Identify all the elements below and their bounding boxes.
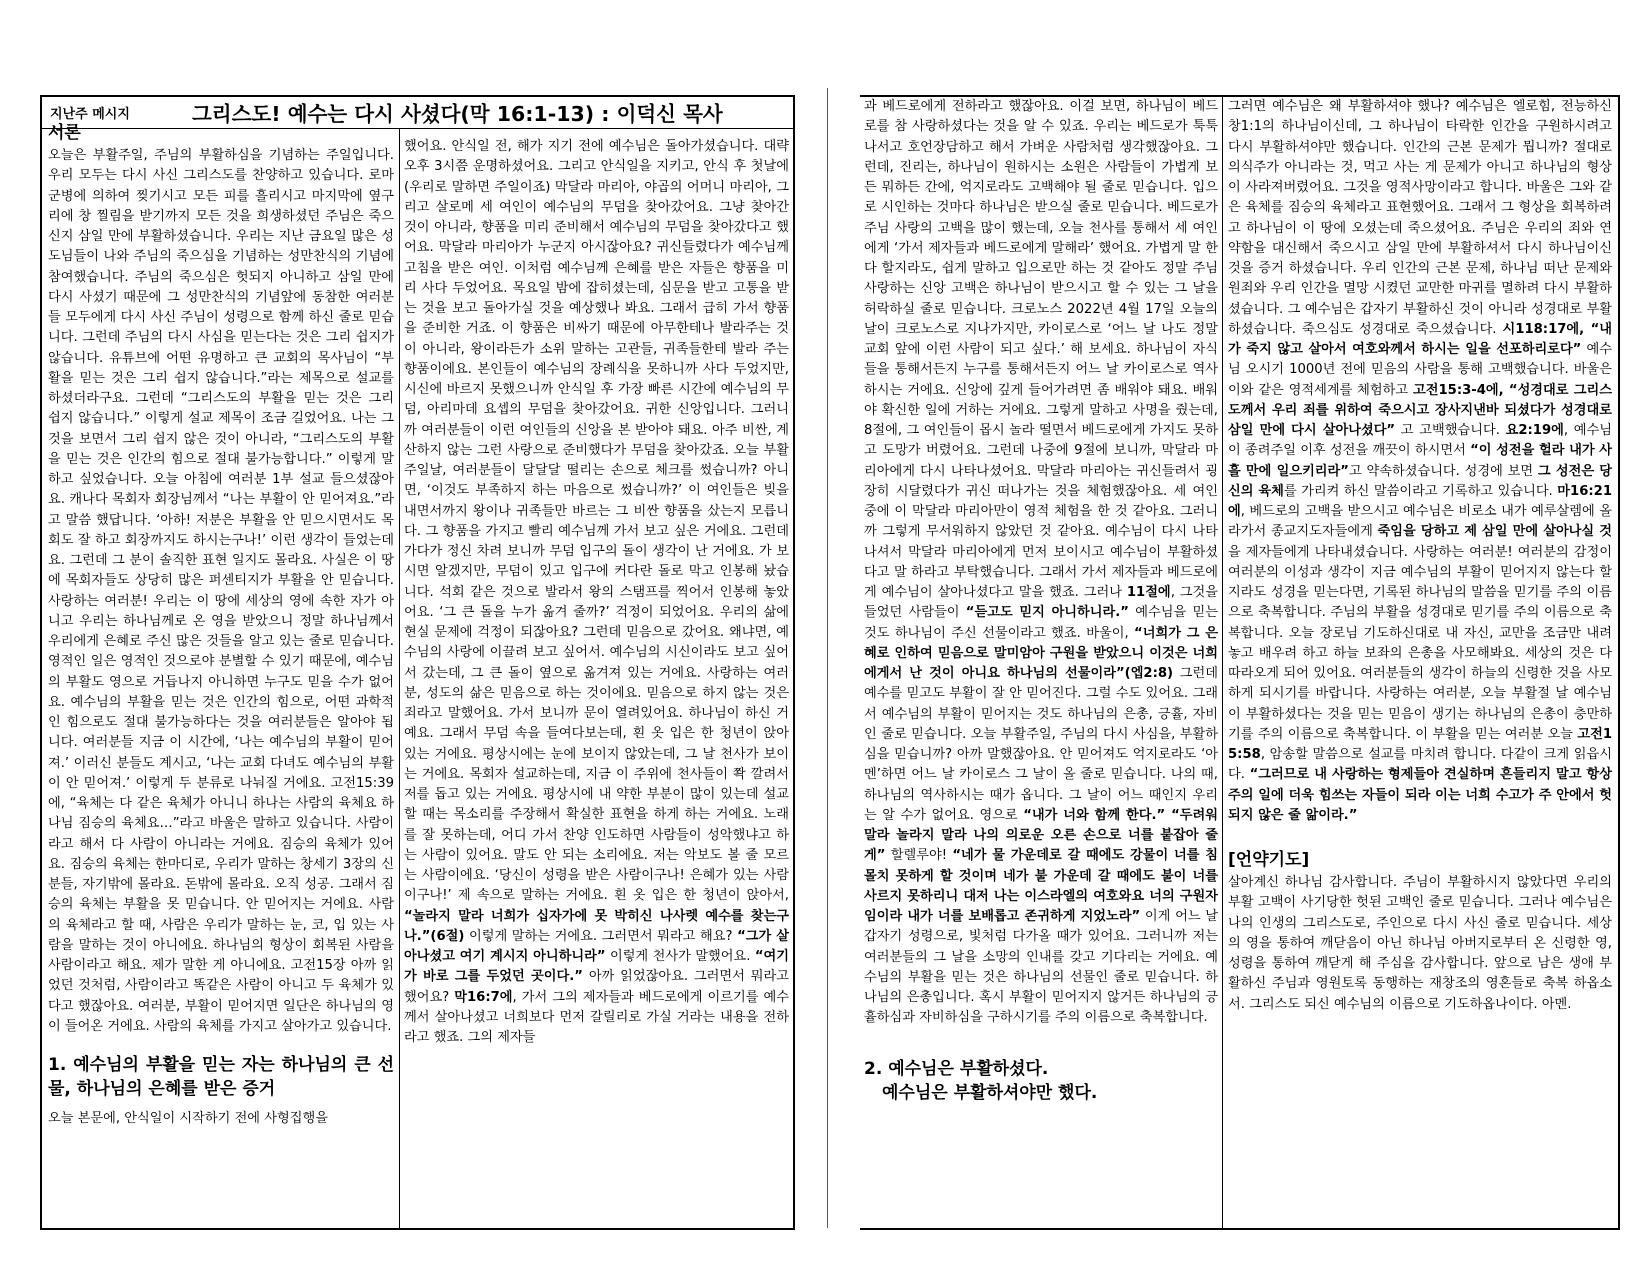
center-fold-line: [827, 88, 828, 1228]
scripture-quote: “그러므로 내 사랑하는 형제들아 견실하며 흔들리지 말고 항상 주의 일에 더욱 힘쓰는 자들이 되라 이는 너희 수고가 주 안에서 헛되지 않은 줄 앎이라.”: [1228, 767, 1612, 823]
column-2: [404, 137, 789, 1229]
text-run: 고 고백했습니다.: [1395, 423, 1506, 438]
text-run: 이렇게 천사가 말했어요.: [605, 949, 755, 964]
text-run: 그런데 예수를 믿고도 부활이 잘 안 믿어진다. 그럴 수도 있어요. 그래서 예수님의 부활이 믿어지는 것도 하나님의 은총, 긍휼, 자비인 줄로 믿습니다. 오늘 부활주일, 주님의 다시 사심을, 부활하심을 믿습니까? 아까 말했잖아요. 안 믿어져도 억지로라도 ‘아멘’하면 어느 날 카이로스 그 날이 올 줄로 믿습니다. 나의 때, 하나님의 역사하시는 때가 옵니다. 그 날이 어느 때인지 우리는 알 수가 없어요. 영으로: [864, 666, 1218, 823]
scripture-quote: “듣고도 믿지 아니하니라.”: [965, 605, 1129, 621]
text-run: 예수님 오시기 1000년 전에 믿음의 사람을 통해 고백했습니다. 바울은 이와 같은 영적세계를 체험하고: [1228, 342, 1612, 398]
section-1-start: 오늘 본문에, 안식일이 시작하기 전에 사형집행을: [48, 1111, 328, 1126]
text-run: , 가서 그의 제자들과 베드로에게 이르기를 예수께서 살아나셨고 너희보다 먼저 갈릴리로 가실 거라는 내용을 전하라고 했죠. 그의 제자들: [404, 989, 789, 1045]
sermon-title: 그리스도! 예수는 다시 사셨다(막 16:1-13) : 이덕신 목사: [192, 102, 723, 126]
intro-body: 오늘은 부활주일, 주님의 부활하심을 기념하는 주일입니다. 우리 모두는 다시 사신 그리스도를 찬양하고 있습니다. 로마 군병에 의하여 찢기시고 모든 피를 흘리시고 마지막에 옆구리에 창 찔림을 받기까지 모든 것을 희생하셨던 주님은 죽으신지 삼일 만에 부활하셨습니다. 우리는 지난 금요일 많은 성도님들이 나와 주님의 죽으심을 기념하는 성만찬식의 기념에 참여했습니다. 주님의 죽으심은 헛되지 아니하고 삼일 만에 다시 사셨기 때문에 그 성만찬식의 기념앞에 동참한 여러분들 모두에게 다시 사신 주님이 성령으로 함께 하신 줄로 믿습니다. 그런데 주님의 다시 사심을 믿는다는 것은 그리 쉽지가 않습니다. 유튜브에 어떤 유명하고 큰 교회의 목사님이 “부활을 믿는 것은 그리 쉽지 않습니다.”라는 제목으로 설교를 하셨더라구요. 그런데 “그리스도의 부활을 믿는 것은 그리 쉽지 않습니다.” 이렇게 설교 제목이 조금 길었어요. 나는 그것을 보면서 그리 쉽지 않은 것이 아니라, “그리스도의 부활을 믿는 것은 인간의 힘으로 절대 불가능합니다.” 이렇게 말하고 싶었습니다. 오늘 아침에 여러분 1부 설교 들으셨잖아요. 캐나다 목회자 회장님께서 “나는 부활이 안 믿어져요.”라고 말씀 했답니다. ‘아하! 저분은 부활을 안 믿으시면서도 목회도 잘 하고 회장까지도 하시는구나!’ 이런 생각이 들었는데요. 그런데 그 분이 솔직한 표현 일지도 몰라요. 사실은 이 땅에 목회자들도 상당히 많은 퍼센티지가 부활을 안 믿습니다. 사랑하는 여러분! 우리는 이 땅에 세상의 영에 속한 자가 아니고 우리는 하나님께로 온 영을 받았으니 정말 하나님께서 우리에게 은혜로 주신 많은 것들을 알고 있는 줄로 믿습니다. 영적인 일은 영적인 것으로야 분별할 수 있기 때문에, 예수님의 부활도 영으로 거듭나지 아니하면 누구도 믿을 수가 없어요. 예수님의 부활을 믿는 것은 인간의 힘으로, 어떤 과학적인 힘으로도 절대 불가능하다는 것을 여러분들은 알아야 됩니다. 여러분들 지금 이 시간에, ‘나는 예수님의 부활이 믿어져.’ 이러신 분들도 계시고, ‘나는 교회 다녀도 예수님의 부활이 안 믿어져.’ 이렇게 두 분류로 나눠질 거에요. 고전15:39에, “육체는 다 같은 육체가 아니니 하나는 사람의 육체요 하나님 짐승의 육체요…”라고 바울은 말하고 있습니다. 사람이라고 해서 다 사람이 아니라는 거에요. 짐승의 육체가 있어요. 짐승의 육체는 한마디로, 우리가 말하는 창세기 3장의 신분들, 자기밖에 몰라요. 돈밖에 몰라요. 오직 성공. 그래서 짐승의 육체는 부활을 못 믿습니다. 안 믿어지는 거에요. 사람의 육체라고 할 때, 사람은 우리가 말하는 눈, 코, 입 있는 사람을 말하는 것이 아니에요. 하나님의 형상이 회복된 사람을 사람이라고 해요. 제가 말한 게 아니에요. 고전15장 아까 읽었던 것처럼, 사람이라고 똑같은 사람이 아니고 두 육체가 있다고 했잖아요. 여러분, 부활이 믿어지면 일단은 하나님의 영이 들어온 거에요. 사람의 육체를 가지고 살아가고 있습니다.: [48, 148, 394, 1034]
text-run: 를 가리켜 하신 말씀이라고 기록하고 있습니다.: [1283, 483, 1558, 499]
text-run: 이게 어느 날 갑자기 성령으로, 빛처럼 다가올 때가 있어요. 그러니까 저는 여러분들의 그 날을 소망의 인내를 갖고 기다리는 거에요. 예수님의 부활을 믿는 것은 하나님의 선물인 줄로 믿습니다. 하나님의 은총입니다. 혹시 부활이 믿어지지 않거든 하나님의 긍휼하심과 자비하심을 구하시기를 주의 이름으로 축복합니다.: [864, 909, 1218, 1026]
scripture-quote: “여기가 바로 그를 두었던 곳이다.”: [404, 949, 789, 985]
text-run: 과 베드로에게 전하라고 했잖아요. 이걸 보면, 하나님이 베드로를 참 사랑하셨다는 것을 알 수 있죠. 우리는 베드로가 툭툭 나서고 호언장담하고 해서 가벼운 사람처럼 생각했잖아요. 그런데, 진리는, 하나님이 원하시는 소원은 사람들이 가볍게 보든 뭐하든 간에, 억지로라도 고백해야 될 줄로 믿습니다. 입으로 시인하는 것마다 하나님은 받으실 줄로 믿습니다. 베드로가 주님 사랑의 고백을 많이 했는데, 오늘 천사를 통해서 세 여인에게 ‘가서 제자들과 베드로에게 말해라’ 했어요. 가볍게 말 한다 할지라도, 쉽게 말하고 입으로만 하는 것 같아도 정말 주님 사랑하는 신앙 고백은 하나님이 받으시고 할 수 있는 그 날을 허락하실 줄로 믿습니다. 크로노스 2022년 4월 17일 오늘의 날이 크로노스로 지나가지만, 카이로스로 ‘어느 날 나도 정말 교회 앞에 이런 사람이 되고 싶다.’ 해 보세요. 하나님이 자식들을 통해서든지 누구를 통해서든지 어느 날 카이로스로 역사하시는 거에요. 신앙에 깊게 들어가려면 좀 배워야 돼요. 배워야 확신한 일에 거하는 거에요. 그렇게 말하고 사명을 줬는데, 8절에, 그 여인들이 몹시 놀라 떨면서 베드로에게 가지도 못하고 도망가 버렸어요. 그런데 나중에 9절에 보니까, 막달라 마리아에게 다시 나타나셨어요. 막달라 마리아는 귀신들려서 굉장히 시달렸다가 귀신 떠나가는 것을 체험했잖아요. 세 여인 중에 이 막달라 마리아만이 영적 체험을 한 것 같아요. 그러니까 그렇게 무서워하지 않았던 것 같아요. 예수님이 다시 나타 나셔서 막달라 마리아에게 먼저 보이시고 예수님이 부활하셨다고 말 하라고 부탁했습니다. 그래서 가서 제자들과 베드로에게 예수님이 살아나셨다고 말을 했죠. 그러나: [864, 99, 1218, 600]
scripture-quote: “그가 살아나셨고 여기 계시지 아니하니라”: [404, 928, 789, 964]
column-2-body: [404, 137, 789, 1048]
text-run: 할렐루야!: [885, 848, 953, 864]
intro-heading: 서론: [48, 123, 81, 143]
section-2-heading: 2. 예수님은 부활하셨다.: [864, 1058, 1049, 1079]
scripture-ref: 고전15:58: [1228, 726, 1612, 762]
scripture-ref: 막16:7에: [454, 989, 513, 1005]
text-run: 이렇게 말하는 거에요. 그러면서 뭐라고 해요?: [464, 928, 738, 944]
scripture-quote: 죽임을 당하고 제 삼일 만에 살아나실 것: [1377, 524, 1612, 540]
column-1: [48, 121, 394, 1229]
text-run: 예수님을 믿는 것도 하나님이 주신 선물이라고 했죠. 바울이,: [864, 605, 1218, 641]
left-page: [40, 95, 795, 1230]
column-3-body: [864, 97, 1218, 1029]
scripture-quote: 그 성전은 당신의 육체: [1228, 463, 1612, 499]
right-page: [860, 95, 1620, 1230]
scripture-ref: 요2:19에: [1505, 423, 1564, 438]
section-label: 지난주 메시지: [50, 107, 130, 122]
scripture-ref: 11절에: [1126, 585, 1171, 600]
scripture-quote: “너희가 그 은혜로 인하여 믿음으로 말미암아 구원을 받았으니 이것은 너희에게서 난 것이 아니요 하나님의 선물이라”(엡2:8): [864, 625, 1218, 681]
prayer-body: 살아계신 하나님 감사합니다. 주님이 부활하시지 않았다면 우리의 부활 고백이 사기당한 헛된 고백인 줄로 믿습니다. 그러나 예수님은 나의 인생의 그리스도로, 주인으로 다시 사신 줄로 믿습니다. 세상의 영을 통하여 깨닫음이 아닌 하나님 아버지로부터 온 신령한 영, 성령을 통하여 깨닫게 해 주심을 감사합니다. 앞으로 남은 생애 부활하신 주님과 영원토록 동행하는 재창조의 영혼들로 축복 하옵소서. 그리스도 되신 예수님의 이름으로 기도하옵나이다. 아멘.: [1228, 875, 1612, 1012]
scripture-quote: “네가 물 가운데로 갈 때에도 강물이 너를 침몰치 못하게 할 것이며 네가 불 가운데 갈 때에도 불이 너를 사르지 못하리니 대저 나는 이스라엘의 여호와요 너의 구원자임이라 내가 너를 보배롭고 존귀하게 지었노라”: [864, 848, 1218, 924]
text-run: 을 제자들에게 나타내셨습니다. 사랑하는 여러분! 여러분의 감정이 여러분의 이성과 생각이 지금 예수님의 부활이 믿어지지 않는다 할지라도 성경을 믿는다면, 기록된 하나님의 말씀을 믿기를 주의 이름으로 축복합니다. 주님의 부활을 성경대로 믿기를 주의 이름으로 축복합니다. 오늘 장로님 기도하신대로 내 자신, 교만을 조금만 내려놓고 배우려 하고 하늘 보좌의 은총을 사모해봐요. 세상의 것은 다 따라오게 되어 있어요. 여러분들의 생각이 하늘의 신령한 것을 사모하게 되시기를 바랍니다. 사랑하는 여러분, 오늘 부활절 날 예수님이 부활하셨다는 것을 믿는 믿음이 생기는 하나님의 은총이 충만하기를 주의 이름으로 축복합니다. 이 부활을 믿는 여러분 오늘: [1228, 544, 1612, 742]
column-4: [1228, 97, 1612, 1229]
section-1-heading: 1. 예수님의 부활을 믿는 자는 하나님의 큰 선물, 하나님의 은혜를 받은 증거: [48, 1055, 394, 1099]
scripture-ref: 마16:21에: [1228, 483, 1612, 519]
text-run: , 예수님이 종려주일 이후 성전을 깨끗이 하시면서: [1228, 423, 1612, 459]
column-divider: [1222, 97, 1223, 1230]
prayer-heading: [언약기도]: [1228, 850, 1310, 870]
scripture-quote: “놀라지 말라 너희가 십자가에 못 박히신 나사렛 예수를 찾는구나.”(6절): [404, 908, 789, 944]
section-2-subheading: 예수님은 부활하셔야만 했다.: [882, 1082, 1098, 1103]
scripture-quote: “이 성전을 헐라 내가 사흘 만에 일으키리라”: [1228, 443, 1612, 479]
text-run: , 암송할 말씀으로 설교를 마치려 합니다. 다같이 크게 읽읍시다.: [1228, 747, 1612, 783]
text-run: 했어요. 안식일 전, 해가 지기 전에 예수님은 돌아가셨습니다. 대략 오후 3시쯤 운명하셨어요. 그리고 안식일을 지키고, 안식 후 첫날에(우리로 말하면 주일이죠) 막달라 마리아, 야곱의 어머니 마리아, 그리고 살로메 세 여인이 예수님의 무덤을 찾아갔어요. 그냥 찾아간 것이 아니라, 향품을 미리 준비해서 예수님의 무덤을 찾아갔다고 했어요. 막달라 마리아가 누군지 아시잖아요? 귀신들렸다가 예수님께 고침을 받은 여인. 이처럼 예수님께 은혜를 받은 자들은 향품을 미리 사다 두었어요. 목요일 밤에 잡히셨는데, 심문을 받고 고통을 받는 것을 보고 돌아가실 것을 예상했나 봐요. 그래서 급히 가서 향품을 준비한 거죠. 이 향품은 비싸기 때문에 아무한테나 발라주는 것이 아니라, 왕이라든가 소위 말하는 고관들, 귀족들한테 발라 주는 향품이에요. 본인들이 예수님의 장례식을 못하니까 사다 두었지만, 시신에 바르지 못했으니까 안식일 후 가장 빠른 시간에 예수님의 무덤, 아리마데 요셉의 무덤을 찾아갔어요. 귀한 신앙입니다. 그러니까 여러분들이 이런 여인들의 신앙을 본 받아야 돼요. 아주 비싼, 계산하지 않는 그런 사랑으로 준비했다가 무덤을 찾아갔죠. 오늘 부활주일날, 여러분들이 달달달 떨리는 손으로 체크를 썼습니까? 아니면, ‘이것도 부족하지 하는 마음으로 썼습니까?’ 이 여인들은 빚을 내면서까지 왕이나 귀족들만 바르는 그 비싼 향품을 샀는지 모릅니다. 그 향품을 가지고 빨리 예수님께 가서 보고 싶은 거에요. 그런데 가다가 정신 차려 보니까 무덤 입구의 돌이 생각이 난 거에요. 가 보시면 알겠지만, 무덤이 있고 입구에 커다란 돌로 막고 인봉해 놨습니다. 석회 같은 것으로 발라서 왕의 스탬프를 찍어서 인봉해 놓았어요. ‘그 큰 돌을 누가 옮겨 줄까?’ 걱정이 되었어요. 우리의 삶에 현실 문제에 걱정이 되잖아요? 그런데 믿음으로 갔어요. 왜냐면, 예수님의 사랑에 이끌려 보고 싶어서. 예수님의 시신이라도 보고 싶어서 갔는데, 그 큰 돌이 옆으로 옮겨져 있는 거에요. 사랑하는 여러분, 성도의 삶은 믿음으로 하는 것이에요. 믿음으로 하지 않는 것은 죄라고 말했어요. 가서 보니까 문이 열려있어요. 하나님이 하신 거예요. 그래서 무덤 속을 들여다보는데, 흰 옷 입은 한 청년이 앉아 있는 거에요. 평상시에는 눈에 보이지 않았는데, 그 날 천사가 보이는 거에요. 목회자 설교하는데, 지금 이 주위에 천사들이 쫙 깔려서 저를 돕고 있는 거에요. 평상시에 내 약한 부분이 많이 있는데 설교할 때는 목소리를 주장해서 확실한 표현을 하게 하는 거에요. 노래를 잘 못하는데, 어디 가서 찬양 인도하면 사람들이 성악했냐고 하는 사람이 있어요. 말도 안 되는 소리에요. 저는 악보도 볼 줄 모르는 사람이에요. ‘당신이 성령을 받은 사람이구나! 은혜가 있는 사람이구나!’ 제 속으로 말하는 거에요. 흰 옷 입은 한 청년이 앉아서,: [404, 139, 789, 904]
scripture-quote: 시118:17에, “내가 죽지 않고 살아서 여호와께서 하시는 일을 선포하리로다”: [1228, 321, 1612, 357]
text-run: 그러면 예수님은 왜 부활하셔야 했나? 예수님은 엘로힘, 전능하신 창1:1의 하나님이신데, 그 하나님이 타락한 인간을 구원하시려고 다시 부활하셔야만 했습니다. 인간의 근본 문제가 뭡니까? 절대로 의식주가 아니라는 것, 먹고 사는 게 문제가 아니고 하나님의 형상이 사라져버렸어요. 그것을 영적사망이라고 합니다. 바울은 그와 같은 육체를 짐승의 육체라고 표현했어요. 그래서 그 형상을 회복하려고 하나님이 이 땅에 오셨는데 죽으셨어요. 주님은 우리의 죄와 연약함을 대신해서 죽으시고 삼일 만에 부활하셔서 다시 하나님이신 것을 증거 하셨습니다. 우리 인간의 근본 문제, 하나님 떠난 문제와 원죄와 우리 인간을 멸망 시켰던 교만한 마귀를 멸하려 다시 부활하셨습니다. 그 예수님은 갑자기 부활하신 것이 아니라 성경대로 부활하셨습니다. 죽으심도 성경대로 죽으셨습니다.: [1228, 99, 1612, 337]
scripture-quote: “내가 너와 함께 한다.” “두려워 말라 놀라지 말라 나의 의로운 오른 손으로 너를 붙잡아 줄게”: [864, 807, 1218, 864]
text-run: 고 약속하셨습니다. 성경에 보면: [1348, 463, 1538, 479]
text-run: , 베드로의 고백을 받으시고 예수님은 비로소 내가 예루살렘에 올라가서 종교지도자들에게: [1228, 504, 1612, 540]
column-4-body: [1228, 97, 1612, 826]
column-3: [864, 97, 1218, 1229]
text-run: 아까 읽었잖아요. 그러면서 뭐라고 했어요?: [404, 969, 789, 1005]
column-divider: [399, 128, 400, 1230]
scripture-quote: 고전15:3-4에, “성경대로 그리스도께서 우리 죄를 위하여 죽으시고 장사지낸바 되셨다가 성경대로 삼일 만에 다시 살아나셨다”: [1228, 382, 1612, 438]
text-run: , 그것을 들었던 사람들이: [864, 585, 1218, 621]
